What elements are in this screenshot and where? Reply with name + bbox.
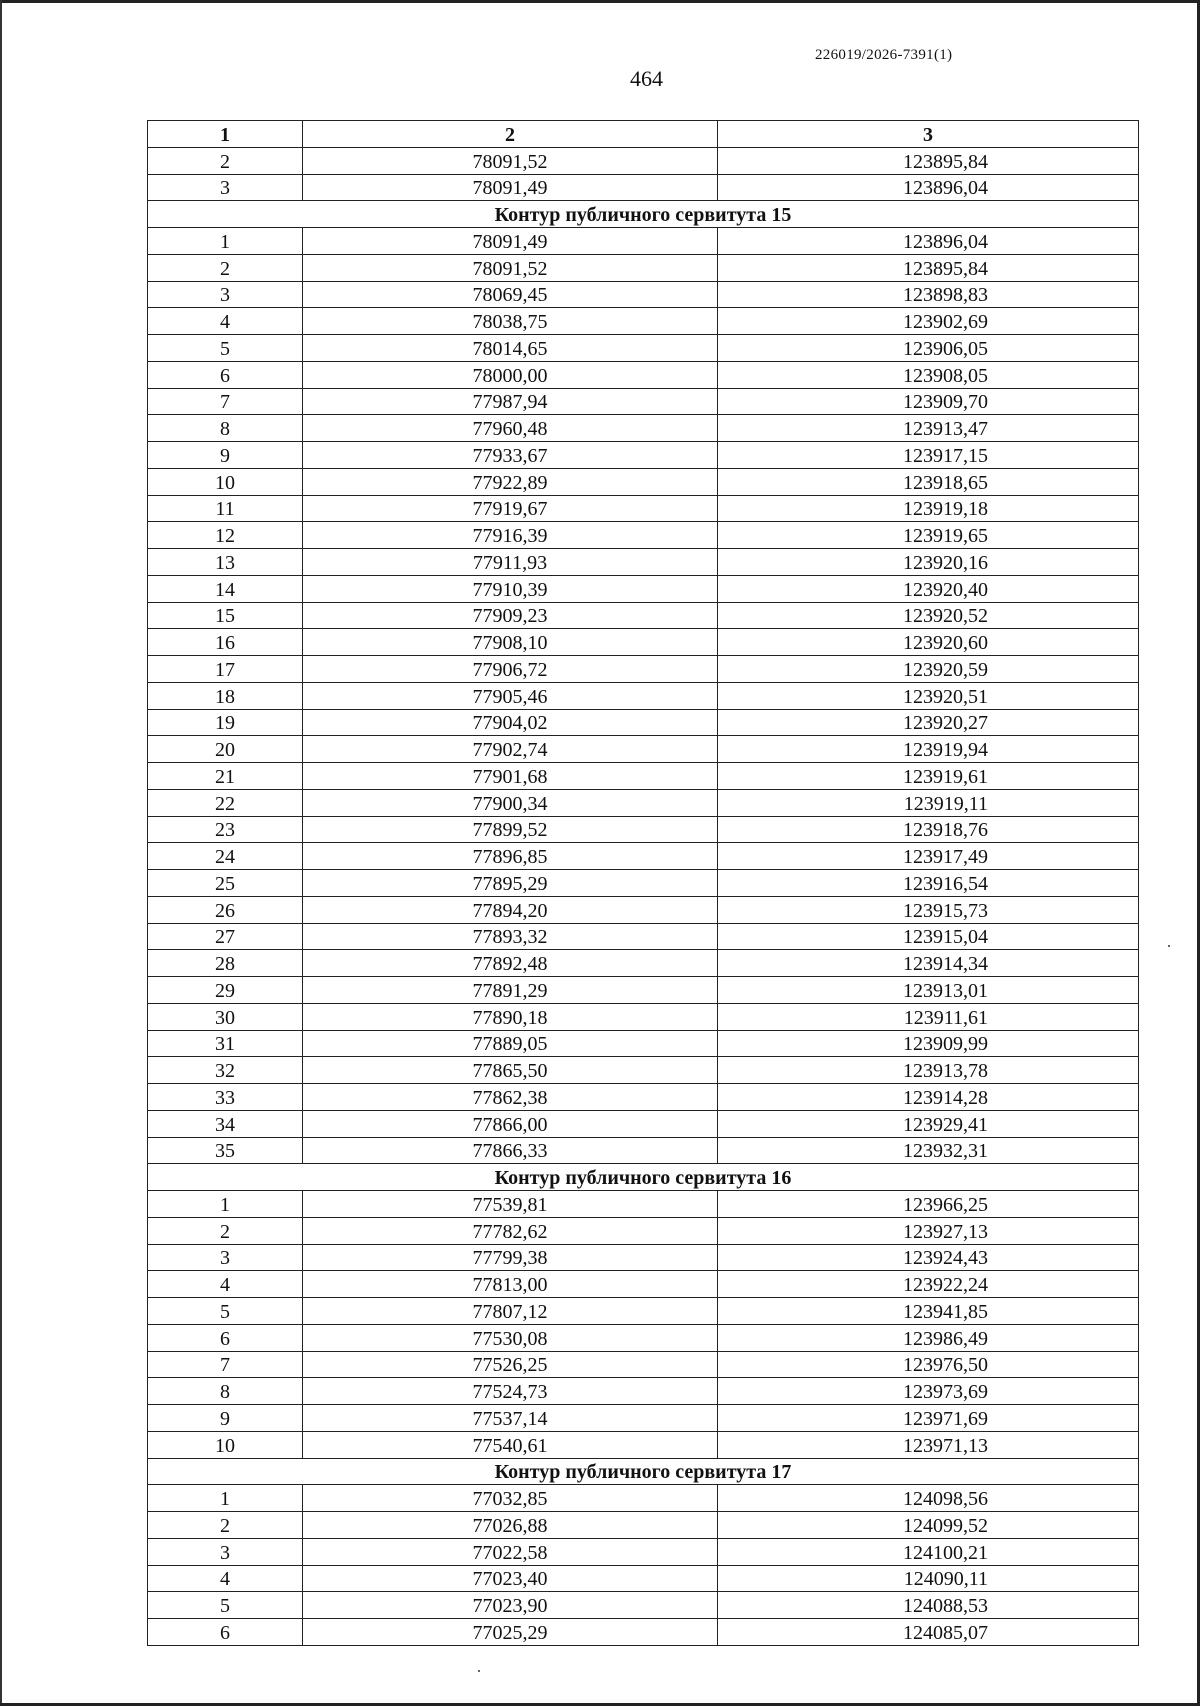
y-coordinate: 123920,16 [718, 549, 1139, 576]
column-header-1: 1 [148, 121, 303, 148]
point-number: 1 [148, 228, 303, 255]
scan-speck [478, 1670, 480, 1672]
y-coordinate: 123914,34 [718, 950, 1139, 977]
x-coordinate: 78091,52 [303, 254, 718, 281]
table-row [148, 1324, 1139, 1351]
scan-edge-top [0, 0, 1200, 3]
point-number: 4 [148, 1271, 303, 1298]
table-row [148, 629, 1139, 656]
x-coordinate: 78038,75 [303, 308, 718, 335]
table-row [148, 495, 1139, 522]
x-coordinate: 77865,50 [303, 1057, 718, 1084]
table-row [148, 335, 1139, 362]
y-coordinate: 123906,05 [718, 335, 1139, 362]
y-coordinate: 123913,47 [718, 415, 1139, 442]
x-coordinate: 77540,61 [303, 1431, 718, 1458]
y-coordinate: 123911,61 [718, 1003, 1139, 1030]
scan-speck [1168, 945, 1170, 947]
table-row [148, 522, 1139, 549]
x-coordinate: 77799,38 [303, 1244, 718, 1271]
point-number: 22 [148, 789, 303, 816]
y-coordinate: 123895,84 [718, 147, 1139, 174]
x-coordinate: 77023,40 [303, 1565, 718, 1592]
y-coordinate: 123924,43 [718, 1244, 1139, 1271]
y-coordinate: 123914,28 [718, 1084, 1139, 1111]
point-number: 23 [148, 816, 303, 843]
table-row [148, 174, 1139, 201]
document-id: 226019/2026-7391(1) [815, 47, 953, 63]
point-number: 3 [148, 1244, 303, 1271]
point-number: 26 [148, 896, 303, 923]
x-coordinate: 78091,49 [303, 174, 718, 201]
x-coordinate: 77866,00 [303, 1110, 718, 1137]
point-number: 17 [148, 656, 303, 683]
y-coordinate: 123922,24 [718, 1271, 1139, 1298]
y-coordinate: 123908,05 [718, 361, 1139, 388]
x-coordinate: 77900,34 [303, 789, 718, 816]
y-coordinate: 123896,04 [718, 174, 1139, 201]
table-row [148, 789, 1139, 816]
table-row [148, 254, 1139, 281]
point-number: 2 [148, 1512, 303, 1539]
table-row [148, 1378, 1139, 1405]
x-coordinate: 77892,48 [303, 950, 718, 977]
section-header-row [148, 1458, 1139, 1485]
y-coordinate: 123920,27 [718, 709, 1139, 736]
point-number: 13 [148, 549, 303, 576]
point-number: 12 [148, 522, 303, 549]
table-row [148, 1244, 1139, 1271]
x-coordinate: 77782,62 [303, 1217, 718, 1244]
point-number: 6 [148, 361, 303, 388]
x-coordinate: 78069,45 [303, 281, 718, 308]
point-number: 29 [148, 977, 303, 1004]
y-coordinate: 123918,76 [718, 816, 1139, 843]
y-coordinate: 123932,31 [718, 1137, 1139, 1164]
table-row [148, 1405, 1139, 1432]
x-coordinate: 77891,29 [303, 977, 718, 1004]
y-coordinate: 124099,52 [718, 1512, 1139, 1539]
point-number: 7 [148, 1351, 303, 1378]
x-coordinate: 77022,58 [303, 1538, 718, 1565]
point-number: 6 [148, 1324, 303, 1351]
y-coordinate: 123971,13 [718, 1431, 1139, 1458]
point-number: 1 [148, 1191, 303, 1218]
y-coordinate: 123917,15 [718, 442, 1139, 469]
table-row [148, 923, 1139, 950]
table-header-row [148, 121, 1139, 148]
x-coordinate: 77893,32 [303, 923, 718, 950]
table-row [148, 1592, 1139, 1619]
point-number: 32 [148, 1057, 303, 1084]
y-coordinate: 123966,25 [718, 1191, 1139, 1218]
x-coordinate: 78091,49 [303, 228, 718, 255]
section-header-row [148, 201, 1139, 228]
x-coordinate: 77906,72 [303, 656, 718, 683]
point-number: 5 [148, 335, 303, 362]
point-number: 15 [148, 602, 303, 629]
y-coordinate: 123971,69 [718, 1405, 1139, 1432]
x-coordinate: 77960,48 [303, 415, 718, 442]
x-coordinate: 77895,29 [303, 870, 718, 897]
point-number: 8 [148, 415, 303, 442]
page-number: 464 [630, 66, 663, 91]
x-coordinate: 77032,85 [303, 1485, 718, 1512]
table-row [148, 1431, 1139, 1458]
point-number: 10 [148, 468, 303, 495]
table-row [148, 575, 1139, 602]
section-header-row [148, 1164, 1139, 1191]
y-coordinate: 123909,70 [718, 388, 1139, 415]
x-coordinate: 78000,00 [303, 361, 718, 388]
point-number: 19 [148, 709, 303, 736]
y-coordinate: 123915,73 [718, 896, 1139, 923]
y-coordinate: 123929,41 [718, 1110, 1139, 1137]
x-coordinate: 77909,23 [303, 602, 718, 629]
table-row [148, 682, 1139, 709]
x-coordinate: 77922,89 [303, 468, 718, 495]
table-row [148, 1217, 1139, 1244]
x-coordinate: 77916,39 [303, 522, 718, 549]
x-coordinate: 77933,67 [303, 442, 718, 469]
table-row [148, 977, 1139, 1004]
table-row [148, 147, 1139, 174]
point-number: 5 [148, 1592, 303, 1619]
coordinates-table-body [148, 121, 1139, 1646]
x-coordinate: 77919,67 [303, 495, 718, 522]
point-number: 6 [148, 1619, 303, 1646]
table-row [148, 1512, 1139, 1539]
x-coordinate: 77025,29 [303, 1619, 718, 1646]
x-coordinate: 77813,00 [303, 1271, 718, 1298]
table-row [148, 228, 1139, 255]
table-row [148, 549, 1139, 576]
table-row [148, 308, 1139, 335]
y-coordinate: 123913,01 [718, 977, 1139, 1004]
scan-edge-left [0, 0, 2, 1706]
point-number: 31 [148, 1030, 303, 1057]
x-coordinate: 77526,25 [303, 1351, 718, 1378]
section-title: Контур публичного сервитута 15 [148, 201, 1139, 228]
point-number: 5 [148, 1298, 303, 1325]
y-coordinate: 123918,65 [718, 468, 1139, 495]
x-coordinate: 77807,12 [303, 1298, 718, 1325]
point-number: 20 [148, 736, 303, 763]
x-coordinate: 77524,73 [303, 1378, 718, 1405]
y-coordinate: 123986,49 [718, 1324, 1139, 1351]
table-row [148, 763, 1139, 790]
column-header-2: 2 [303, 121, 718, 148]
table-row [148, 1298, 1139, 1325]
point-number: 25 [148, 870, 303, 897]
y-coordinate: 124085,07 [718, 1619, 1139, 1646]
table-row [148, 1351, 1139, 1378]
y-coordinate: 123916,54 [718, 870, 1139, 897]
point-number: 18 [148, 682, 303, 709]
point-number: 34 [148, 1110, 303, 1137]
y-coordinate: 123920,40 [718, 575, 1139, 602]
point-number: 33 [148, 1084, 303, 1111]
column-header-3: 3 [718, 121, 1139, 148]
x-coordinate: 77889,05 [303, 1030, 718, 1057]
x-coordinate: 77901,68 [303, 763, 718, 790]
y-coordinate: 123915,04 [718, 923, 1139, 950]
point-number: 2 [148, 1217, 303, 1244]
point-number: 27 [148, 923, 303, 950]
table-row [148, 709, 1139, 736]
table-row [148, 816, 1139, 843]
y-coordinate: 123927,13 [718, 1217, 1139, 1244]
y-coordinate: 123913,78 [718, 1057, 1139, 1084]
y-coordinate: 123919,18 [718, 495, 1139, 522]
point-number: 4 [148, 1565, 303, 1592]
x-coordinate: 77894,20 [303, 896, 718, 923]
x-coordinate: 77904,02 [303, 709, 718, 736]
table-row [148, 656, 1139, 683]
x-coordinate: 77910,39 [303, 575, 718, 602]
x-coordinate: 77539,81 [303, 1191, 718, 1218]
table-row [148, 1084, 1139, 1111]
x-coordinate: 77026,88 [303, 1512, 718, 1539]
y-coordinate: 123896,04 [718, 228, 1139, 255]
y-coordinate: 123909,99 [718, 1030, 1139, 1057]
x-coordinate: 77905,46 [303, 682, 718, 709]
table-row [148, 1003, 1139, 1030]
point-number: 2 [148, 254, 303, 281]
table-row [148, 896, 1139, 923]
x-coordinate: 78091,52 [303, 147, 718, 174]
x-coordinate: 77899,52 [303, 816, 718, 843]
table-row [148, 950, 1139, 977]
x-coordinate: 77537,14 [303, 1405, 718, 1432]
point-number: 4 [148, 308, 303, 335]
point-number: 21 [148, 763, 303, 790]
y-coordinate: 123919,65 [718, 522, 1139, 549]
x-coordinate: 77902,74 [303, 736, 718, 763]
y-coordinate: 124088,53 [718, 1592, 1139, 1619]
y-coordinate: 123973,69 [718, 1378, 1139, 1405]
table-row [148, 1538, 1139, 1565]
table-row [148, 843, 1139, 870]
x-coordinate: 77866,33 [303, 1137, 718, 1164]
point-number: 3 [148, 281, 303, 308]
point-number: 16 [148, 629, 303, 656]
y-coordinate: 123895,84 [718, 254, 1139, 281]
point-number: 3 [148, 1538, 303, 1565]
point-number: 9 [148, 442, 303, 469]
table-row [148, 602, 1139, 629]
point-number: 2 [148, 147, 303, 174]
table-row [148, 388, 1139, 415]
y-coordinate: 123920,59 [718, 656, 1139, 683]
y-coordinate: 124098,56 [718, 1485, 1139, 1512]
x-coordinate: 77911,93 [303, 549, 718, 576]
point-number: 11 [148, 495, 303, 522]
table-row [148, 415, 1139, 442]
point-number: 3 [148, 174, 303, 201]
x-coordinate: 77908,10 [303, 629, 718, 656]
point-number: 8 [148, 1378, 303, 1405]
y-coordinate: 123919,11 [718, 789, 1139, 816]
coordinates-table [147, 120, 1139, 1646]
table-row [148, 361, 1139, 388]
x-coordinate: 77862,38 [303, 1084, 718, 1111]
point-number: 9 [148, 1405, 303, 1432]
table-row [148, 1485, 1139, 1512]
x-coordinate: 78014,65 [303, 335, 718, 362]
table-row [148, 1191, 1139, 1218]
table-row [148, 1137, 1139, 1164]
x-coordinate: 77530,08 [303, 1324, 718, 1351]
table-row [148, 281, 1139, 308]
point-number: 14 [148, 575, 303, 602]
y-coordinate: 124100,21 [718, 1538, 1139, 1565]
y-coordinate: 123898,83 [718, 281, 1139, 308]
y-coordinate: 123919,94 [718, 736, 1139, 763]
point-number: 7 [148, 388, 303, 415]
table-row [148, 442, 1139, 469]
y-coordinate: 123919,61 [718, 763, 1139, 790]
table-row [148, 1030, 1139, 1057]
section-title: Контур публичного сервитута 16 [148, 1164, 1139, 1191]
x-coordinate: 77890,18 [303, 1003, 718, 1030]
x-coordinate: 77896,85 [303, 843, 718, 870]
y-coordinate: 123920,60 [718, 629, 1139, 656]
section-title: Контур публичного сервитута 17 [148, 1458, 1139, 1485]
y-coordinate: 124090,11 [718, 1565, 1139, 1592]
table-row [148, 468, 1139, 495]
table-row [148, 1565, 1139, 1592]
point-number: 35 [148, 1137, 303, 1164]
table-row [148, 1619, 1139, 1646]
y-coordinate: 123917,49 [718, 843, 1139, 870]
y-coordinate: 123941,85 [718, 1298, 1139, 1325]
point-number: 24 [148, 843, 303, 870]
y-coordinate: 123920,52 [718, 602, 1139, 629]
table-row [148, 736, 1139, 763]
point-number: 30 [148, 1003, 303, 1030]
point-number: 1 [148, 1485, 303, 1512]
y-coordinate: 123976,50 [718, 1351, 1139, 1378]
x-coordinate: 77023,90 [303, 1592, 718, 1619]
table-row [148, 1110, 1139, 1137]
table-row [148, 1057, 1139, 1084]
point-number: 10 [148, 1431, 303, 1458]
y-coordinate: 123902,69 [718, 308, 1139, 335]
table-row [148, 870, 1139, 897]
point-number: 28 [148, 950, 303, 977]
table-row [148, 1271, 1139, 1298]
y-coordinate: 123920,51 [718, 682, 1139, 709]
x-coordinate: 77987,94 [303, 388, 718, 415]
